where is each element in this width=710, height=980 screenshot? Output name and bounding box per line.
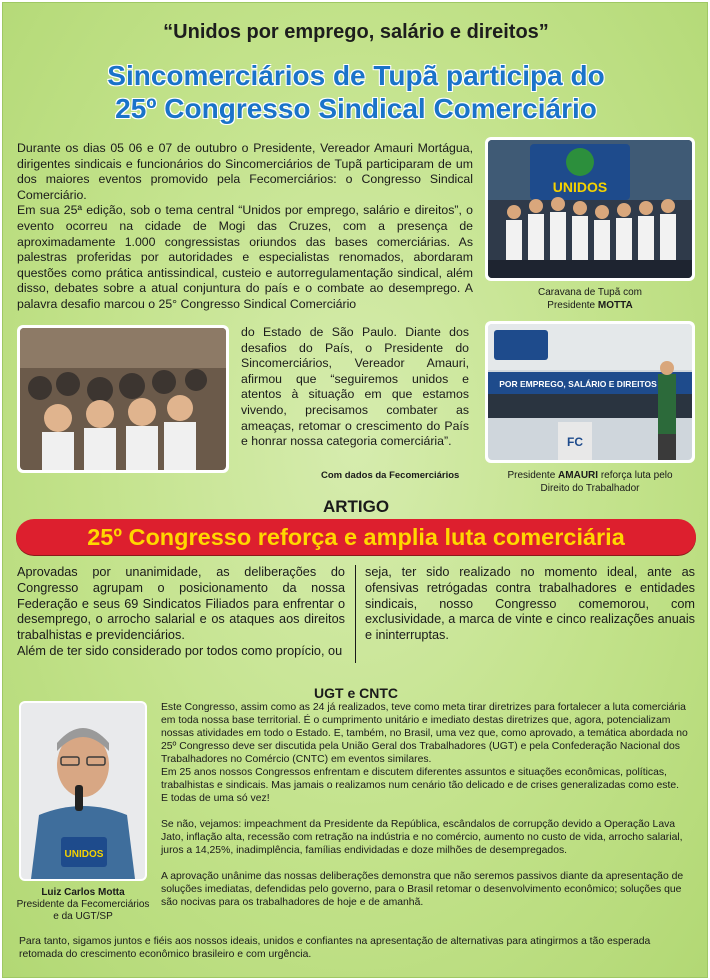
headline-line-1: Sincomerciários de Tupã participa do	[107, 60, 605, 91]
spacer	[161, 805, 697, 818]
section-title-ugt-cntc: UGT e CNTC	[314, 685, 398, 701]
president-role-1: Presidente da Fecomerciários	[16, 899, 150, 910]
stage-banner-text: POR EMPREGO, SALÁRIO E DIREITOS	[499, 379, 657, 389]
stage-photo-image	[488, 324, 692, 460]
audience-photo-image	[20, 328, 226, 470]
stage-caption-prefix: Presidente	[507, 470, 559, 481]
article-column-2: seja, ter sido realizado no momento ideal, ante as ofensivas retrógadas contra trabalhadores e entidades sindicais, nosso Congresso comemorou, com exclusividade, a marca de vinte e cinco realizações anuais e ininterruptas.	[365, 565, 695, 643]
ugt-paragraph-4: Se não, vejamos: impeachment da Presidente da República, escândalos de corrupção devido a Operação Lava Jato, inflação alta, recessão com retração na indústria e no comércio, aumento no custo de vida, arrocho salarial, juros a 14,25%, inadimplência, famílias endividadas e doze milhões de desempregados.	[161, 819, 683, 856]
source-credit: Com dados da Fecomerciários	[321, 470, 460, 481]
intro-paragraph-3: do Estado de São Paulo. Diante dos desafios do País, o Presidente do Sincomerciários, Vereador Amauri, afirmou que “seguiremos unidos e atentos à situação em que estamos vivendo, precisamos combater as ameaças, retomar o crescimento do País e honrar nossa categoria comerciária”.	[241, 325, 469, 449]
group-photo	[485, 137, 695, 281]
podium-text: FC	[567, 435, 583, 449]
headline-line-2: 25º Congresso Sindical Comerciário	[115, 93, 597, 124]
group-caption-prefix: Presidente	[547, 300, 598, 311]
audience-photo	[17, 325, 229, 473]
president-role-2: e da UGT/SP	[53, 911, 113, 922]
column-divider	[355, 565, 356, 663]
group-caption-line-2	[485, 299, 695, 312]
closing-paragraph: Para tanto, sigamos juntos e fiéis aos nossos ideais, unidos e confiantes na apresentação de alternativas para atingirmos a tão esperada retomada do crescimento econômico brasileiro e com urgência.	[19, 936, 651, 960]
article-banner: 25º Congresso reforça e amplia luta comerciária	[16, 519, 696, 555]
stage-caption-line-1	[485, 469, 695, 482]
stage-photo-caption	[485, 469, 695, 495]
group-photo-caption	[485, 286, 695, 312]
president-photo-image	[21, 703, 145, 879]
stage-photo	[485, 321, 695, 463]
president-photo	[19, 701, 147, 881]
headline	[3, 59, 708, 125]
article-column-1	[17, 565, 345, 660]
slogan: “Unidos por emprego, salário e direitos”	[163, 21, 549, 43]
stage-caption-suffix: reforça luta pelo	[598, 470, 673, 481]
group-photo-image	[488, 140, 692, 278]
group-caption-line-1: Caravana de Tupã com	[538, 287, 642, 298]
president-caption	[13, 887, 153, 923]
stage-caption-name: AMAURI	[558, 470, 599, 481]
ugt-paragraph-2: Em 25 anos nossos Congressos enfrentam e discutem diferentes assuntos e situações econômicas, políticas, trabalhistas e sindicais. Mas jamais o realizamos num cenário tão delicado e de crises generalizadas como este.	[161, 767, 680, 791]
article-col1-continuation: Além de ter sido considerado por todos como propício, ou	[17, 643, 343, 658]
photo-banner-word: UNIDOS	[552, 179, 608, 195]
newsletter-page	[2, 2, 708, 978]
group-caption-name: MOTTA	[597, 300, 633, 311]
ugt-text	[161, 701, 697, 909]
ugt-paragraph-3: E todas de uma só vez!	[161, 793, 270, 804]
section-label-artigo: ARTIGO	[322, 497, 390, 516]
intro-text	[17, 141, 473, 313]
intro-paragraph-2: Em sua 25ª edição, sob o tema central “Unidos por emprego, salário e direitos”, o evento ocorreu na cidade de Mogi das Cruzes, com a presença de aproximadamente 1.000 congressistas oriundos das bases comerciárias. As palestras proferidas por autoridades e especialistas renomados, abordaram questões como prática antissindical, custeio e autorregulamentação sindical, além disso, debates sobre a atual conjuntura do país e o combate ao desemprego. A palavra desafio marcou o 25° Congresso Sindical Comerciário	[17, 203, 473, 311]
ugt-paragraph-1: Este Congresso, assim como as 24 já realizados, teve como meta tirar diretrizes para fortalecer a luta comerciária em toda nossa base territorial. É o cumprimento unitário e imediato destas diretrizes que, agora, potencializam nossas atividades em todo o Estado. E, também, no Brasil, uma vez que, como aprovado, a temática abordada no 25º Congresso deve ser discutida pela União Geral dos Trabalhadores (UGT) e pela Confederação Nacional dos Trabalhadores no Comércio (CNTC) em eventos similares.	[161, 702, 688, 765]
stage-caption-line-2: Direito do Trabalhador	[540, 483, 640, 494]
badge-text: UNIDOS	[64, 849, 104, 860]
president-name: Luiz Carlos Motta	[41, 887, 125, 898]
article-col1-paragraph: Aprovadas por unanimidade, as deliberações do Congresso agrupam o posicionamento da nossa Federação e seus 69 Sindicatos Filiados para enfrentar o desemprego, o arrocho salarial e os ataques aos direitos trabalhistas e previdenciários.	[17, 565, 345, 643]
ugt-paragraph-5: A aprovação unânime das nossas deliberações demonstra que não seremos passivos diante da apresentação de soluções imediatas, defendidas pelo governo, para o Brasil retomar o desenvolvimento econômico; soluções que são nocivas para os trabalhadores de hoje e de amanhã.	[161, 871, 684, 908]
spacer	[161, 857, 697, 870]
intro-paragraph-1: Durante os dias 05 06 e 07 de outubro o Presidente, Vereador Amauri Mortágua, dirigentes sindicais e funcionários do Sincomerciários de Tupã participaram de um dos maiores eventos promovido pela Fecomerciários: o Congresso Sindical Comerciário.	[17, 141, 473, 202]
